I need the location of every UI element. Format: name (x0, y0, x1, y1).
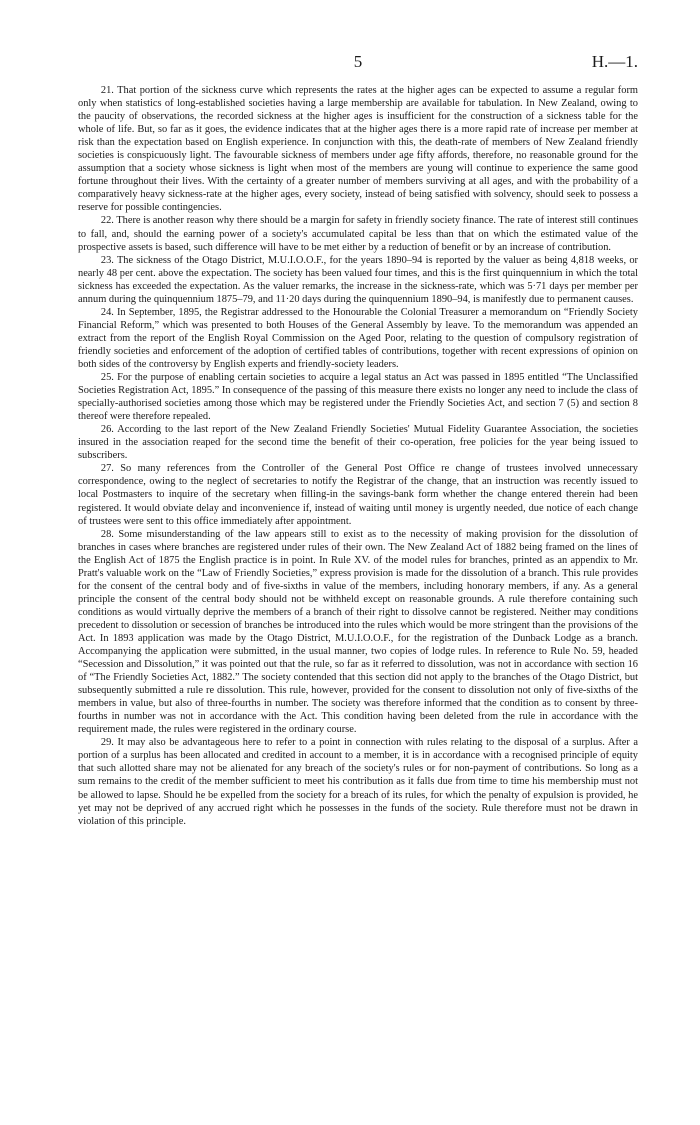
paragraph-29: 29. It may also be advantageous here to refer to a point in connection with rules relating to the disposal of a surplus. After a portion of a surplus has been allocated and credited in account to a member, it is in accordance with a recognised principle of equity that such allotted share may not be alienated for any breach of the society's rules or for non-payment of contributions. So long as a sum remains to the credit of the member sufficient to meet his contribution as it falls due from time to time his membership must not be allowed to lapse. Should he be expelled from the society for a breach of its rules, for which the penalty of expulsion is provided, he yet may not be deprived of any accrued right which he possesses in the funds of the society. Rule therefore must not be drawn in violation of this principle. (78, 737, 638, 827)
paragraph-25: 25. For the purpose of enabling certain societies to acquire a legal status an Act was passed in 1895 entitled “The Unclassified Societies Registration Act, 1895.” In consequence of the passing of this measure there exists no longer any need to include the class of specially-authorised societies among those which may be registered under the Friendly Societies Act, and section 7 (5) and section 8 thereof were therefore repealed. (78, 372, 638, 423)
paragraph-21: 21. That portion of the sickness curve which represents the rates at the higher ages can be expected to assume a regular form only when statistics of long-established societies having a large membership are available for tabulation. In New Zealand, owing to the paucity of observations, the recorded sickness at the higher ages is insufficient for the construction of a sickness table for the whole of life. But, so far as it goes, the evidence indicates that at the higher ages there is a more rapid rate of increase per member at risk than the expectation based on English experience. In conjunction with this, the death-rate of members of New Zealand friendly societies is conspicuously light. The favourable sickness of members under age fifty affords, therefore, no reasonable ground for the assumption that a society whose sickness is light when most of the members are young will continue to experience the same good fortune throughout their lives. With the certainty of a greater number of members surviving at all ages, and with the probability of a comparatively heavy sickness-rate at the higher ages, every society, instead of being satisfied with solvency, should seek to possess a reserve for possible contingencies. (78, 85, 638, 214)
page-header (78, 52, 638, 74)
page-number: 5 (353, 52, 363, 71)
paragraph-28: 28. Some misunderstanding of the law appears still to exist as to the necessity of making provision for the dissolution of branches in cases where branches are registered under rules of their own. The New Zealand Act of 1882 being framed on the lines of the English Act of 1875 the English practice is in point. In Rule XV. of the model rules for branches, printed as an appendix to Mr. Pratt's valuable work on the “Law of Friendly Societies,” express provision is made for the dissolution of a branch. This rule provides for the consent of the central body and of five-sixths in value of the members, including honorary members, if any. As a general principle the consent of the central body should not be withheld except on reasonable grounds. A rule therefore containing such conditions as would virtually deprive the members of a branch of their right to dissolve cannot be registered. Neither may conditions precedent to dissolution or secession of branches be introduced into the rules which would be more stringent than the provisions of the Act. In 1893 application was made by the Otago District, M.U.I.O.O.F., for the registration of the Dunback Lodge as a branch. Accompanying the application were submitted, in the usual manner, two copies of lodge rules. In reference to Rule No. 59, headed “Secession and Dissolution,” it was pointed out that the rule, so far as it referred to dissolution, was not in accordance with section 16 of “The Friendly Societies Act, 1882.” The society contended that this section did not apply to the branches of the Otago District, but subsequently submitted a rule re dissolution. This rule, however, provided for the consent to dissolution not only of five-sixths of the members in value, but also of three-fourths in number. The society was therefore informed that the condition as to consent by three-fourths in number was not in accordance with the Act. This condition having been deleted from the rule in accordance with the requirement made, the rules were registered in the ordinary course. (78, 528, 638, 736)
paragraph-24: 24. In September, 1895, the Registrar addressed to the Honourable the Colonial Treasurer a memorandum on “Friendly Society Financial Reform,” which was presented to both Houses of the General Assembly by leave. To the memorandum was appended an extract from the report of the English Royal Commission on the Aged Poor, relating to the question of compulsory registration of friendly societies and enforcement of the adoption of certified tables of contributions, together with recent expressions of opinion on both sides of the controversy by English experts and friendly-society leaders. (78, 306, 638, 370)
paragraph-26: 26. According to the last report of the New Zealand Friendly Societies' Mutual Fidelity Guarantee Association, the societies insured in the association reaped for the second time the benefit of their co-operation, free policies for the year being issued to subscribers. (78, 424, 638, 462)
document-reference: H.—1. (591, 52, 638, 71)
paragraph-23: 23. The sickness of the Otago District, M.U.I.O.O.F., for the years 1890–94 is reported by the valuer as being 4,818 weeks, or nearly 48 per cent. above the expectation. The society has been valued four times, and this is the first quinquennium in which the total sickness has exceeded the expectation. As the valuer remarks, the increase in the sickness-rate, which was 5·71 days per member per annum during the quinquennium 1875–79, and 11·20 days during the quinquennium 1890–94, is manifestly due to permanent causes. (78, 254, 638, 305)
paragraph-27: 27. So many references from the Controller of the General Post Office re change of trustees involved unnecessary correspondence, owing to the neglect of secretaries to notify the Registrar of the change, that an instruction was recently issued to local Postmasters to inquire of the secretary when filling-in the savings-bank form whether the change entered therein had been registered. It would obviate delay and inconvenience if, instead of waiting until money is urgently needed, due notice of each change of trustees were sent to this office immediately after appointment. (78, 463, 638, 527)
body-text (78, 84, 638, 828)
paragraph-22: 22. There is another reason why there should be a margin for safety in friendly society finance. The rate of interest still continues to fall, and, should the earning power of a society's accumulated capital be less than that on which the estimated value of the prospective assets is based, such difference will have to be met either by a reduction of benefit or by an increase of contribution. (78, 215, 638, 253)
